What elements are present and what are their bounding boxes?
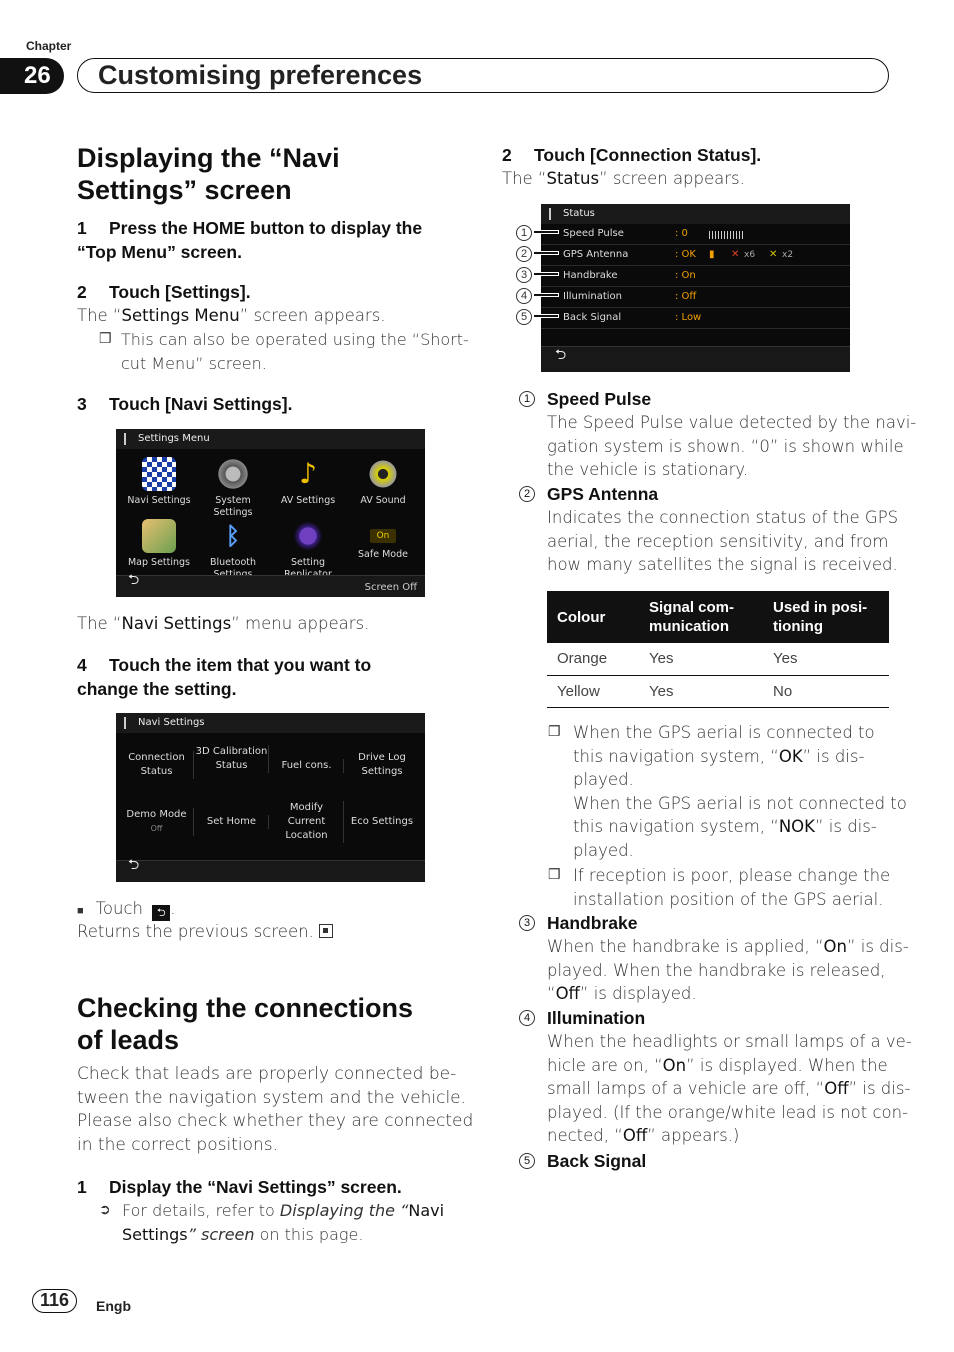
status-row-speed-pulse: Speed Pulse : 0 (541, 224, 850, 245)
table-cell: Orange (547, 643, 639, 675)
table-cell: Yellow (547, 675, 639, 707)
item-illumination-title: 4 Illumination (519, 1006, 645, 1030)
menu-av-sound[interactable]: AV Sound (345, 457, 421, 507)
menu-navi-settings[interactable]: Navi Settings (121, 457, 197, 507)
antenna-icon (124, 717, 132, 729)
navi-settings-titlebar: Navi Settings (116, 713, 425, 733)
section-title-check-leads: Checking the connections of leads (77, 993, 414, 1055)
end-mark-icon (319, 924, 333, 938)
leads-step-1: 1 Display the “Navi Settings” screen. (77, 1177, 402, 1197)
page-number: 116 (32, 1289, 77, 1313)
antenna-icon (124, 433, 132, 445)
bluetooth-icon: ᛒ (225, 522, 241, 550)
item-gps-text: Indicates the connection status of the GPS aerial, the reception sensitivity, and from how many satellites the signal is received. (547, 508, 899, 574)
map-icon (142, 519, 176, 553)
back-icon[interactable]: ⮌ (555, 347, 567, 363)
step-3: 3 Touch [Navi Settings]. (77, 394, 293, 414)
table-cell: Yes (639, 643, 763, 675)
item-handbrake-title: 3 Handbrake (519, 911, 637, 935)
signal-icon: ▮ (709, 249, 715, 260)
table-header-row (547, 591, 889, 643)
safe-mode-on-badge: On (370, 529, 396, 543)
music-note-icon: ♪ (299, 457, 317, 490)
status-row-handbrake: Handbrake : On (541, 266, 850, 287)
navi-settings-footer (116, 857, 425, 882)
check-leads-intro: Check that leads are properly connected be- tween the navigation system and the vehicle. Please also check whether they are connected in the correct positions. (77, 1064, 474, 1155)
table-cell: Yes (639, 675, 763, 707)
menu-system-settings[interactable]: System Settings (195, 457, 271, 519)
chapter-title: Customising preferences (77, 58, 889, 93)
settings-menu-footer (116, 572, 425, 597)
item-speed-pulse-title: 1 Speed Pulse (519, 387, 651, 411)
speed-pulse-bars (709, 231, 745, 239)
table-header: Colour (547, 591, 639, 643)
navi-set-home[interactable]: Set Home (195, 815, 269, 829)
gps-note-reception: ❒ If reception is poor, please change the installation position of the GPS aerial. (548, 866, 891, 909)
note-shortcut: ❒ This can also be operated using the “Short- cut Menu” screen. (99, 330, 469, 373)
step-2-result: The “Settings Menu” screen appears. (77, 306, 386, 325)
touch-back-line: ■ Touch ⮌ . (77, 899, 176, 919)
back-icon: ⮌ (152, 905, 170, 921)
returns-text: Returns the previous screen. (77, 920, 333, 944)
navi-demo-mode[interactable]: Demo Mode Off (120, 808, 194, 836)
callout-line-3 (533, 272, 559, 276)
settings-menu-screenshot (116, 429, 425, 597)
callout-2: 2 (516, 246, 532, 262)
leads-step-2: 2 Touch [Connection Status]. (502, 145, 762, 165)
item-gps-title: 2 GPS Antenna (519, 482, 658, 506)
status-row-illumination: Illumination : Off (541, 287, 850, 308)
item-back-signal-title: 5 Back Signal (519, 1149, 646, 1173)
item-handbrake-text: When the handbrake is applied, “On” is dis- played. When the handbrake is released, “Off” is displayed. (547, 937, 909, 1003)
navi-modify-current-location[interactable]: Modify Current Location (270, 801, 344, 843)
item-illumination-text: When the headlights or small lamps of a ve- hicle are on, “On” is displayed. When the small lamps of a vehicle are off, “Off” is dis- played. (If the orange/white lead is not con- nected, “Off” appears.) (547, 1032, 912, 1145)
callout-5: 5 (516, 309, 532, 325)
leads-step-1-reference: ➲ For details, refer to Displaying the “Navi Settings” screen on this page. (99, 1201, 445, 1244)
status-row-back-signal: Back Signal : Low (541, 308, 850, 329)
satellite-icon: ✕ (769, 249, 778, 260)
table-row (547, 643, 889, 675)
menu-setting-replicator[interactable]: Setting (270, 519, 346, 581)
navi-3d-calibration-status[interactable]: 3D Calibration Status (195, 746, 268, 771)
status-titlebar: Status (541, 204, 850, 224)
gear-icon (216, 457, 250, 491)
gps-note-connected: ❒ When the GPS aerial is connected to this navigation system, “OK” is dis- played. When the GPS aerial is not connected to this navigation system, “NOK” is dis- played. (548, 723, 907, 860)
gps-status-table (547, 591, 889, 708)
step-1: 1 Press the HOME button to display the “Top Menu” screen. (77, 218, 423, 262)
chapter-label: Chapter (26, 39, 72, 53)
antenna-icon (549, 208, 557, 220)
navi-eco-settings[interactable]: Eco Settings (350, 816, 414, 827)
menu-map-settings[interactable]: Map Settings (121, 519, 197, 569)
speaker-icon (366, 457, 400, 491)
navi-drive-log-settings[interactable]: Drive Log Settings (358, 752, 406, 777)
section-title-navi-settings: Displaying the “Navi Settings” screen (77, 143, 340, 205)
step-2: 2 Touch [Settings]. (77, 282, 251, 302)
status-screenshot (541, 204, 850, 372)
callout-3: 3 (516, 267, 532, 283)
menu-av-settings[interactable]: ♪ AV Settings (280, 457, 336, 506)
step-4: 4 Touch the item that you want to change the setting. (77, 655, 372, 699)
navi-settings-screenshot (116, 713, 425, 882)
callout-4: 4 (516, 288, 532, 304)
navi-fuel-cons[interactable]: Fuel cons. (270, 759, 344, 773)
satellite-icon: ✕ (731, 249, 740, 260)
item-speed-pulse-text: The Speed Pulse value detected by the navi- gation system is shown. “0” is shown while the vehicle is stationary. (547, 413, 917, 479)
table-row (547, 675, 889, 707)
menu-bluetooth-settings[interactable]: ᛒ Bluetooth (195, 519, 271, 581)
status-row-gps-antenna: GPS Antenna : OK ▮ ✕ x6 ✕ x2 (541, 245, 850, 266)
table-cell: No (763, 675, 889, 707)
back-icon[interactable]: ⮌ (128, 857, 140, 873)
leads-step-2-result: The “Status” screen appears. (502, 169, 745, 188)
callout-line-5 (533, 314, 559, 318)
step-3-result: The “Navi Settings” menu appears. (77, 614, 370, 633)
checkered-flag-icon (142, 457, 176, 491)
screen-off-button[interactable]: Screen Off (364, 582, 417, 593)
table-header: Signal com- munication (639, 591, 763, 643)
menu-safe-mode[interactable]: On Safe Mode (358, 531, 408, 560)
back-icon[interactable]: ⮌ (128, 572, 140, 588)
navi-connection-status[interactable]: Connection Status (120, 751, 194, 779)
status-footer (541, 346, 850, 372)
chapter-number: 26 (0, 58, 64, 94)
callout-line-2 (533, 251, 559, 255)
replicator-icon (291, 519, 325, 553)
callout-line-1 (533, 230, 559, 234)
language-code: Engb (96, 1298, 131, 1314)
settings-menu-titlebar: Settings Menu (116, 429, 425, 449)
callout-line-4 (533, 293, 559, 297)
table-header: Used in posi- tioning (763, 591, 889, 643)
callout-1: 1 (516, 225, 532, 241)
table-cell: Yes (763, 643, 889, 675)
